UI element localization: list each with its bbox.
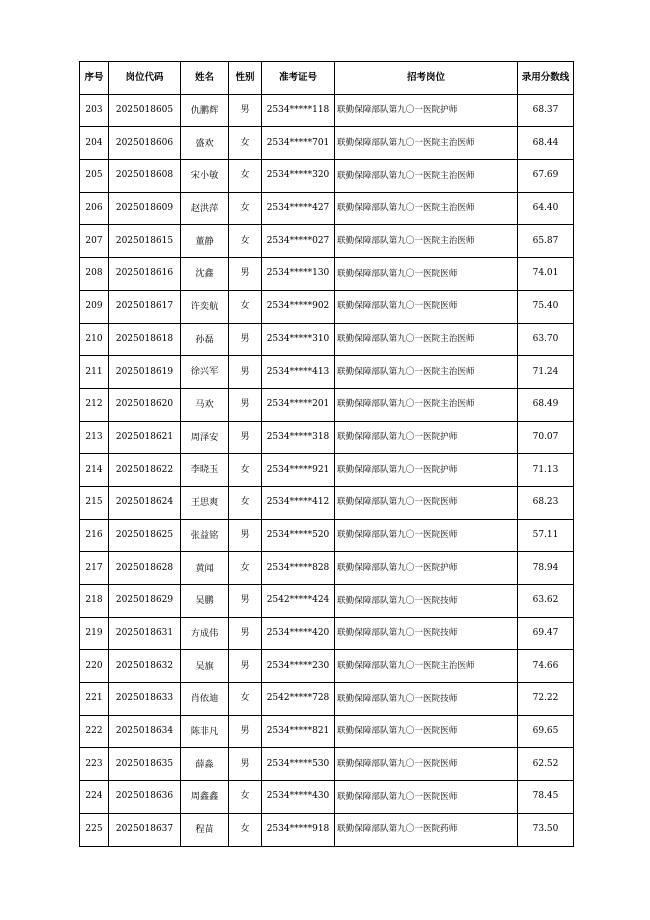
serial-number-cell: 206 <box>80 192 109 225</box>
table-row <box>80 192 574 225</box>
gender-cell: 女 <box>229 160 262 193</box>
admission-score-table <box>79 61 574 847</box>
admission-score-cell: 72.22 <box>518 683 574 716</box>
gender-cell: 男 <box>229 258 262 291</box>
position-code-cell: 2025018617 <box>109 290 181 323</box>
recruitment-position-cell: 联勤保障部队第九〇一医院主治医师 <box>335 192 518 225</box>
position-code-cell: 2025018624 <box>109 486 181 519</box>
recruitment-position-cell: 联勤保障部队第九〇一医院主治医师 <box>335 160 518 193</box>
name-cell: 吴鹏 <box>181 585 229 618</box>
name-cell: 李晓玉 <box>181 454 229 487</box>
gender-cell: 女 <box>229 225 262 258</box>
recruitment-position-cell: 联勤保障部队第九〇一医院技师 <box>335 683 518 716</box>
serial-number-cell: 207 <box>80 225 109 258</box>
gender-cell: 男 <box>229 356 262 389</box>
table-row <box>80 617 574 650</box>
name-cell: 赵洪萍 <box>181 192 229 225</box>
gender-cell: 男 <box>229 388 262 421</box>
gender-cell: 男 <box>229 519 262 552</box>
header-admission-score: 录用分数线 <box>518 62 574 95</box>
recruitment-position-cell: 联勤保障部队第九〇一医院技师 <box>335 617 518 650</box>
admission-score-cell: 74.66 <box>518 650 574 683</box>
recruitment-position-cell: 联勤保障部队第九〇一医院主治医师 <box>335 388 518 421</box>
serial-number-cell: 208 <box>80 258 109 291</box>
admission-score-cell: 68.44 <box>518 127 574 160</box>
gender-cell: 男 <box>229 617 262 650</box>
position-code-cell: 2025018637 <box>109 813 181 846</box>
recruitment-position-cell: 联勤保障部队第九〇一医院医师 <box>335 781 518 814</box>
position-code-cell: 2025018609 <box>109 192 181 225</box>
table-row <box>80 454 574 487</box>
gender-cell: 男 <box>229 94 262 127</box>
serial-number-cell: 216 <box>80 519 109 552</box>
admission-score-cell: 69.47 <box>518 617 574 650</box>
position-code-cell: 2025018634 <box>109 715 181 748</box>
header-exam-ticket-number: 准考证号 <box>262 62 335 95</box>
header-serial-number: 序号 <box>80 62 109 95</box>
recruitment-position-cell: 联勤保障部队第九〇一医院护师 <box>335 552 518 585</box>
recruitment-position-cell: 联勤保障部队第九〇一医院医师 <box>335 258 518 291</box>
position-code-cell: 2025018633 <box>109 683 181 716</box>
gender-cell: 女 <box>229 290 262 323</box>
exam-ticket-number-cell: 2534*****413 <box>262 356 335 389</box>
table-row <box>80 160 574 193</box>
exam-ticket-number-cell: 2542*****728 <box>262 683 335 716</box>
name-cell: 盛欢 <box>181 127 229 160</box>
gender-cell: 男 <box>229 323 262 356</box>
position-code-cell: 2025018616 <box>109 258 181 291</box>
name-cell: 宋小敏 <box>181 160 229 193</box>
gender-cell: 女 <box>229 127 262 160</box>
table-row <box>80 94 574 127</box>
admission-score-cell: 73.50 <box>518 813 574 846</box>
table-row <box>80 356 574 389</box>
admission-score-cell: 78.94 <box>518 552 574 585</box>
serial-number-cell: 222 <box>80 715 109 748</box>
exam-ticket-number-cell: 2534*****118 <box>262 94 335 127</box>
table-row <box>80 650 574 683</box>
admission-score-cell: 57.11 <box>518 519 574 552</box>
exam-ticket-number-cell: 2534*****412 <box>262 486 335 519</box>
gender-cell: 女 <box>229 813 262 846</box>
position-code-cell: 2025018628 <box>109 552 181 585</box>
exam-ticket-number-cell: 2534*****430 <box>262 781 335 814</box>
recruitment-position-cell: 联勤保障部队第九〇一医院主治医师 <box>335 225 518 258</box>
exam-ticket-number-cell: 2534*****918 <box>262 813 335 846</box>
admission-score-cell: 68.23 <box>518 486 574 519</box>
serial-number-cell: 214 <box>80 454 109 487</box>
serial-number-cell: 221 <box>80 683 109 716</box>
position-code-cell: 2025018625 <box>109 519 181 552</box>
admission-score-cell: 68.49 <box>518 388 574 421</box>
position-code-cell: 2025018605 <box>109 94 181 127</box>
position-code-cell: 2025018631 <box>109 617 181 650</box>
admission-score-cell: 70.07 <box>518 421 574 454</box>
gender-cell: 女 <box>229 486 262 519</box>
exam-ticket-number-cell: 2534*****130 <box>262 258 335 291</box>
table-header-row <box>80 62 574 95</box>
gender-cell: 女 <box>229 552 262 585</box>
serial-number-cell: 223 <box>80 748 109 781</box>
table-row <box>80 486 574 519</box>
position-code-cell: 2025018618 <box>109 323 181 356</box>
name-cell: 沈鑫 <box>181 258 229 291</box>
recruitment-position-cell: 联勤保障部队第九〇一医院医师 <box>335 748 518 781</box>
table-row <box>80 683 574 716</box>
table-row <box>80 388 574 421</box>
name-cell: 王思爽 <box>181 486 229 519</box>
admission-score-cell: 67.69 <box>518 160 574 193</box>
recruitment-position-cell: 联勤保障部队第九〇一医院药师 <box>335 813 518 846</box>
gender-cell: 男 <box>229 585 262 618</box>
position-code-cell: 2025018620 <box>109 388 181 421</box>
exam-ticket-number-cell: 2534*****701 <box>262 127 335 160</box>
recruitment-position-cell: 联勤保障部队第九〇一医院主治医师 <box>335 127 518 160</box>
gender-cell: 女 <box>229 454 262 487</box>
gender-cell: 男 <box>229 421 262 454</box>
admission-score-cell: 68.37 <box>518 94 574 127</box>
serial-number-cell: 217 <box>80 552 109 585</box>
admission-score-cell: 71.24 <box>518 356 574 389</box>
name-cell: 薛淼 <box>181 748 229 781</box>
serial-number-cell: 224 <box>80 781 109 814</box>
serial-number-cell: 220 <box>80 650 109 683</box>
recruitment-position-cell: 联勤保障部队第九〇一医院医师 <box>335 290 518 323</box>
admission-score-cell: 71.13 <box>518 454 574 487</box>
admission-score-cell: 69.65 <box>518 715 574 748</box>
name-cell: 程苗 <box>181 813 229 846</box>
serial-number-cell: 218 <box>80 585 109 618</box>
position-code-cell: 2025018608 <box>109 160 181 193</box>
recruitment-position-cell: 联勤保障部队第九〇一医院医师 <box>335 519 518 552</box>
exam-ticket-number-cell: 2534*****310 <box>262 323 335 356</box>
exam-ticket-number-cell: 2534*****201 <box>262 388 335 421</box>
table-row <box>80 552 574 585</box>
table-row <box>80 715 574 748</box>
position-code-cell: 2025018621 <box>109 421 181 454</box>
admission-score-cell: 74.01 <box>518 258 574 291</box>
position-code-cell: 2025018606 <box>109 127 181 160</box>
table-row <box>80 421 574 454</box>
position-code-cell: 2025018632 <box>109 650 181 683</box>
position-code-cell: 2025018622 <box>109 454 181 487</box>
gender-cell: 女 <box>229 781 262 814</box>
header-recruitment-position: 招考岗位 <box>335 62 518 95</box>
recruitment-position-cell: 联勤保障部队第九〇一医院医师 <box>335 715 518 748</box>
serial-number-cell: 203 <box>80 94 109 127</box>
header-gender: 性别 <box>229 62 262 95</box>
recruitment-position-cell: 联勤保障部队第九〇一医院技师 <box>335 585 518 618</box>
position-code-cell: 2025018636 <box>109 781 181 814</box>
serial-number-cell: 211 <box>80 356 109 389</box>
name-cell: 张益铭 <box>181 519 229 552</box>
table-row <box>80 323 574 356</box>
table-row <box>80 748 574 781</box>
table-row <box>80 781 574 814</box>
serial-number-cell: 215 <box>80 486 109 519</box>
serial-number-cell: 212 <box>80 388 109 421</box>
exam-ticket-number-cell: 2542*****424 <box>262 585 335 618</box>
serial-number-cell: 204 <box>80 127 109 160</box>
name-cell: 周泽安 <box>181 421 229 454</box>
name-cell: 陈非凡 <box>181 715 229 748</box>
recruitment-position-cell: 联勤保障部队第九〇一医院护师 <box>335 421 518 454</box>
table-row <box>80 225 574 258</box>
name-cell: 仇鹏辉 <box>181 94 229 127</box>
exam-ticket-number-cell: 2534*****520 <box>262 519 335 552</box>
table-body <box>80 94 574 846</box>
position-code-cell: 2025018635 <box>109 748 181 781</box>
exam-ticket-number-cell: 2534*****318 <box>262 421 335 454</box>
gender-cell: 女 <box>229 683 262 716</box>
serial-number-cell: 225 <box>80 813 109 846</box>
gender-cell: 女 <box>229 192 262 225</box>
name-cell: 许奕航 <box>181 290 229 323</box>
recruitment-position-cell: 联勤保障部队第九〇一医院医师 <box>335 486 518 519</box>
name-cell: 周鑫鑫 <box>181 781 229 814</box>
table-row <box>80 290 574 323</box>
exam-ticket-number-cell: 2534*****027 <box>262 225 335 258</box>
recruitment-position-cell: 联勤保障部队第九〇一医院护师 <box>335 454 518 487</box>
table-row <box>80 813 574 846</box>
recruitment-position-cell: 联勤保障部队第九〇一医院主治医师 <box>335 356 518 389</box>
admission-score-cell: 75.40 <box>518 290 574 323</box>
gender-cell: 男 <box>229 715 262 748</box>
exam-ticket-number-cell: 2534*****320 <box>262 160 335 193</box>
exam-ticket-number-cell: 2534*****828 <box>262 552 335 585</box>
name-cell: 孙磊 <box>181 323 229 356</box>
serial-number-cell: 205 <box>80 160 109 193</box>
exam-ticket-number-cell: 2534*****420 <box>262 617 335 650</box>
name-cell: 徐兴军 <box>181 356 229 389</box>
gender-cell: 男 <box>229 650 262 683</box>
position-code-cell: 2025018619 <box>109 356 181 389</box>
recruitment-position-cell: 联勤保障部队第九〇一医院主治医师 <box>335 650 518 683</box>
admission-score-cell: 78.45 <box>518 781 574 814</box>
exam-ticket-number-cell: 2534*****902 <box>262 290 335 323</box>
position-code-cell: 2025018615 <box>109 225 181 258</box>
position-code-cell: 2025018629 <box>109 585 181 618</box>
exam-ticket-number-cell: 2534*****921 <box>262 454 335 487</box>
serial-number-cell: 209 <box>80 290 109 323</box>
name-cell: 马欢 <box>181 388 229 421</box>
table-row <box>80 519 574 552</box>
gender-cell: 男 <box>229 748 262 781</box>
exam-ticket-number-cell: 2534*****427 <box>262 192 335 225</box>
admission-score-cell: 65.87 <box>518 225 574 258</box>
admission-score-cell: 63.62 <box>518 585 574 618</box>
table-row <box>80 127 574 160</box>
table-row <box>80 258 574 291</box>
admission-score-cell: 64.40 <box>518 192 574 225</box>
recruitment-position-cell: 联勤保障部队第九〇一医院主治医师 <box>335 323 518 356</box>
serial-number-cell: 219 <box>80 617 109 650</box>
table-row <box>80 585 574 618</box>
name-cell: 黄闻 <box>181 552 229 585</box>
name-cell: 方成伟 <box>181 617 229 650</box>
header-name: 姓名 <box>181 62 229 95</box>
admission-score-cell: 63.70 <box>518 323 574 356</box>
name-cell: 董静 <box>181 225 229 258</box>
exam-ticket-number-cell: 2534*****530 <box>262 748 335 781</box>
name-cell: 吴旗 <box>181 650 229 683</box>
header-position-code: 岗位代码 <box>109 62 181 95</box>
serial-number-cell: 210 <box>80 323 109 356</box>
exam-ticket-number-cell: 2534*****821 <box>262 715 335 748</box>
admission-score-cell: 62.52 <box>518 748 574 781</box>
exam-ticket-number-cell: 2534*****230 <box>262 650 335 683</box>
name-cell: 肖依迪 <box>181 683 229 716</box>
serial-number-cell: 213 <box>80 421 109 454</box>
recruitment-position-cell: 联勤保障部队第九〇一医院护师 <box>335 94 518 127</box>
